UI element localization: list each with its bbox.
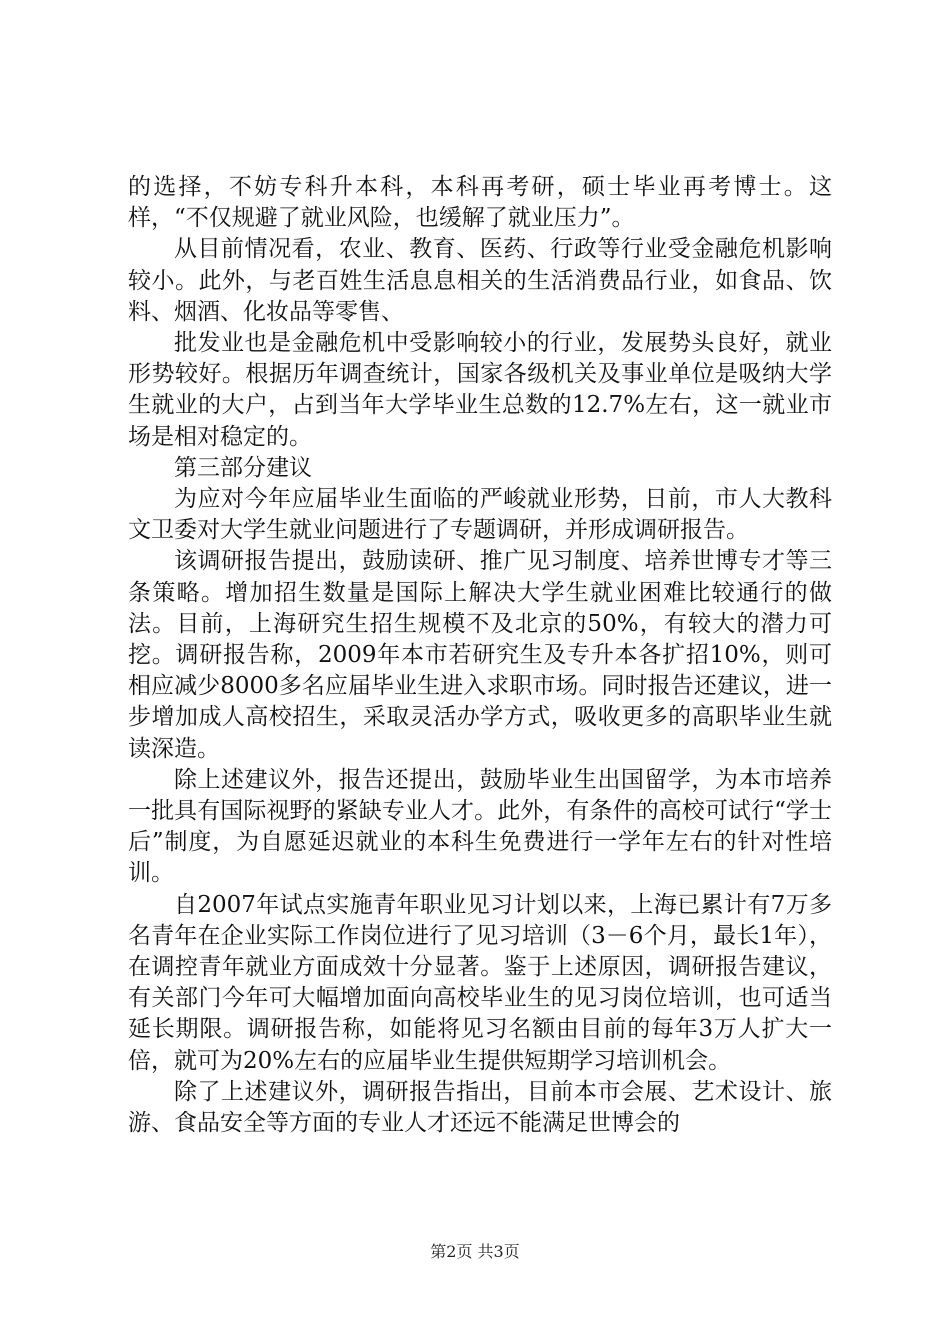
paragraph: 为应对今年应届毕业生面临的严峻就业形势，日前，市人大教科文卫委对大学生就业问题进行了专题调研，并形成调研报告。 bbox=[128, 486, 832, 544]
document-body bbox=[128, 172, 832, 1139]
paragraph: 除上述建议外，报告还提出，鼓励毕业生出国留学，为本市培养一批具有国际视野的紧缺专业人才。此外，有条件的高校可试行“学士后”制度，为自愿延迟就业的本科生免费进行一学年左右的针对性培训。 bbox=[128, 766, 832, 887]
paragraph: 该调研报告提出，鼓励读研、推广见习制度、培养世博专才等三条策略。增加招生数量是国际上解决大学生就业困难比较通行的做法。目前，上海研究生招生规模不及北京的50%，有较大的潜力可挖。调研报告称，2009年本市若研究生及专升本各扩招10%，则可相应减少8000多名应届毕业生进入求职市场。同时报告还建议，进一步增加成人高校招生，采取灵活办学方式，吸收更多的高职毕业生就读深造。 bbox=[128, 548, 832, 762]
paragraph-continuation: 的选择，不妨专科升本科，本科再考研，硕士毕业再考博士。这样，“不仅规避了就业风险，也缓解了就业压力”。 bbox=[128, 174, 832, 232]
paragraph: 除了上述建议外，调研报告指出，目前本市会展、艺术设计、旅游、食品安全等方面的专业人才还远不能满足世博会的 bbox=[128, 1078, 832, 1137]
paragraph: 批发业也是金融危机中受影响较小的行业，发展势头良好，就业形势较好。根据历年调查统计，国家各级机关及事业单位是吸纳大学生就业的大户，占到当年大学毕业生总数的12.7%左右，这一就业市场是相对稳定的。 bbox=[128, 330, 832, 450]
paragraph: 从目前情况看，农业、教育、医药、行政等行业受金融危机影响较小。此外，与老百姓生活息息相关的生活消费品行业，如食品、饮料、烟酒、化妆品等零售、 bbox=[128, 236, 832, 325]
section-heading: 第三部分建议 bbox=[174, 454, 312, 481]
paragraph: 自2007年试点实施青年职业见习计划以来，上海已累计有7万多名青年在企业实际工作岗位进行了见习培训（3－6个月，最长1年），在调控青年就业方面成效十分显著。鉴于上述原因，调研报告建议，有关部门今年可大幅增加面向高校毕业生的见习岗位培训，也可适当延长期限。调研报告称，如能将见习名额由目前的每年3万人扩大一倍，就可为20%左右的应届毕业生提供短期学习培训机会。 bbox=[128, 891, 832, 1074]
page-footer: 第2页 共3页 bbox=[430, 1242, 520, 1261]
